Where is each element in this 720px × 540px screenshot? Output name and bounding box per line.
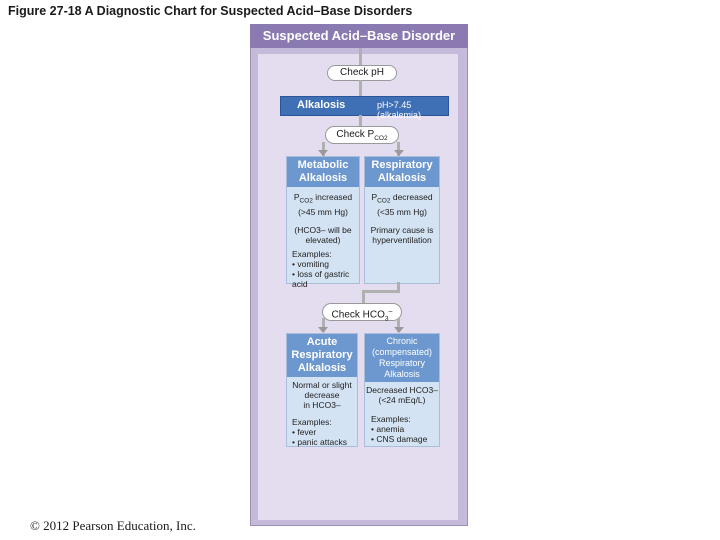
- acute-respiratory-alkalosis-box: [286, 333, 358, 447]
- chronic-respiratory-alkalosis-box: [364, 333, 440, 447]
- acute-title: Acute Respiratory Alkalosis: [287, 334, 357, 377]
- respiratory-pco2: $P_{CO2}$ decreased (<35 mm Hg): [371, 192, 433, 217]
- chart-header: Suspected Acid–Base Disorder: [250, 24, 468, 48]
- check-ph-node: Check pH: [327, 65, 397, 81]
- connector: [359, 80, 362, 96]
- metabolic-alkalosis-box: [286, 156, 360, 289]
- chronic-title: Chronic (compensated) Respiratory Alkalosis: [365, 334, 439, 382]
- respiratory-cause: Primary cause is hyperventilation: [370, 224, 434, 245]
- acute-hco3: Normal or slight decrease in HCO3–: [292, 380, 352, 410]
- check-pco2-node: Check $P_{CO2}$: [325, 126, 399, 144]
- alkalosis-label: Alkalosis: [297, 99, 346, 111]
- metabolic-examples: Examples: • vomiting • loss of gastric acid: [292, 248, 350, 289]
- check-hco3-node: Check $HCO_3^-$: [322, 303, 402, 321]
- figure-title: Figure 27-18 A Diagnostic Chart for Suspected Acid–Base Disorders: [8, 4, 413, 18]
- metabolic-pco2: $P_{CO2}$ increased (>45 mm Hg): [293, 192, 353, 217]
- chronic-examples: Examples: • anemia • CNS damage: [371, 414, 428, 444]
- alkalosis-band: [280, 96, 449, 120]
- metabolic-title: Metabolic Alkalosis: [287, 157, 359, 187]
- connector: [359, 48, 362, 66]
- respiratory-alkalosis-box: [364, 156, 440, 284]
- copyright: © 2012 Pearson Education, Inc.: [30, 518, 196, 533]
- acute-examples: Examples: • fever • panic attacks: [292, 417, 347, 447]
- chronic-hco3: Decreased HCO3– (<24 mEq/L): [366, 385, 438, 405]
- alkalosis-criterion: pH>7.45 (alkalemia): [377, 100, 422, 120]
- respiratory-title: Respiratory Alkalosis: [365, 157, 439, 187]
- connector: [362, 290, 400, 293]
- metabolic-hco3-note: (HCO3– will be elevated): [294, 224, 352, 245]
- connector: [362, 290, 365, 304]
